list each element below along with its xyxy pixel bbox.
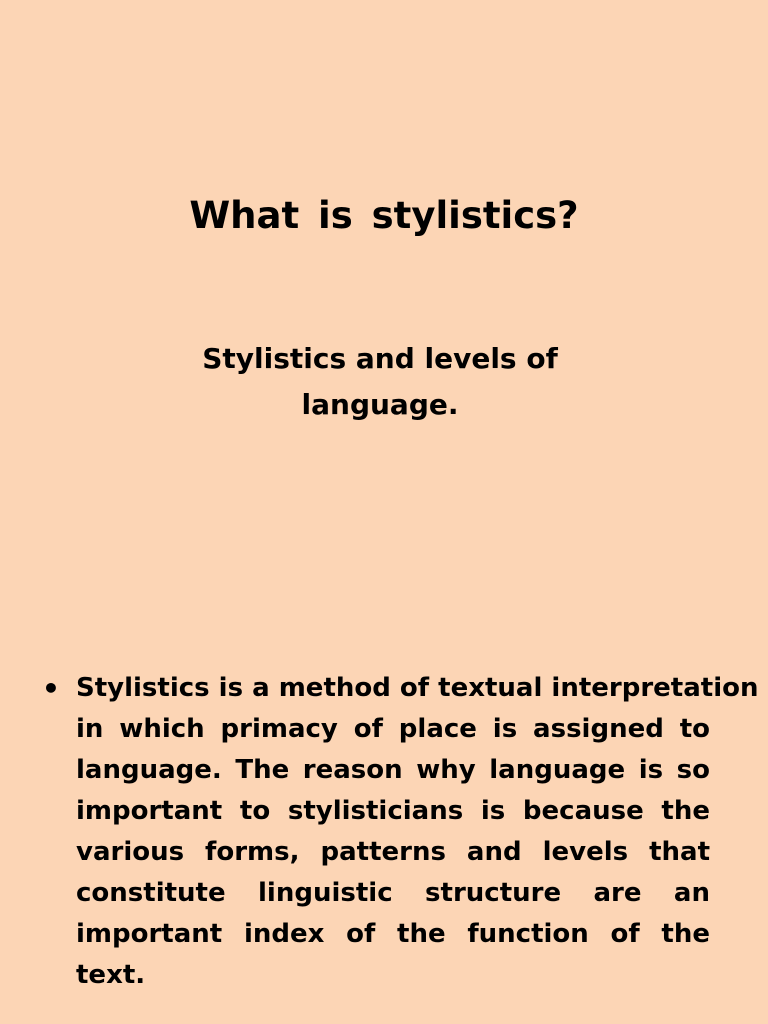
bullet-text-line: Stylistics is a method of textual interpretation — [76, 673, 759, 703]
bullet-text-line: important to stylisticians is because the — [76, 796, 710, 826]
slide-subtitle — [0, 336, 760, 428]
bullet-text-line: in which primacy of place is assigned to — [76, 714, 710, 744]
bullet-item — [38, 668, 759, 996]
bullet-dot-icon: • — [42, 672, 60, 705]
subtitle-line: language. — [301, 388, 459, 421]
bullet-text-line: important index of the function of the — [76, 919, 710, 949]
bullet-text-line: language. The reason why language is so — [76, 755, 710, 785]
bullet-list — [38, 668, 759, 996]
slide-title: What is stylistics? — [189, 194, 579, 237]
subtitle-line: Stylistics and levels of — [202, 342, 558, 375]
bullet-text-line: text. — [76, 960, 146, 990]
bullet-text-line: constitute linguistic structure are an — [76, 878, 710, 908]
bullet-text-line: various forms, patterns and levels that — [76, 837, 710, 867]
